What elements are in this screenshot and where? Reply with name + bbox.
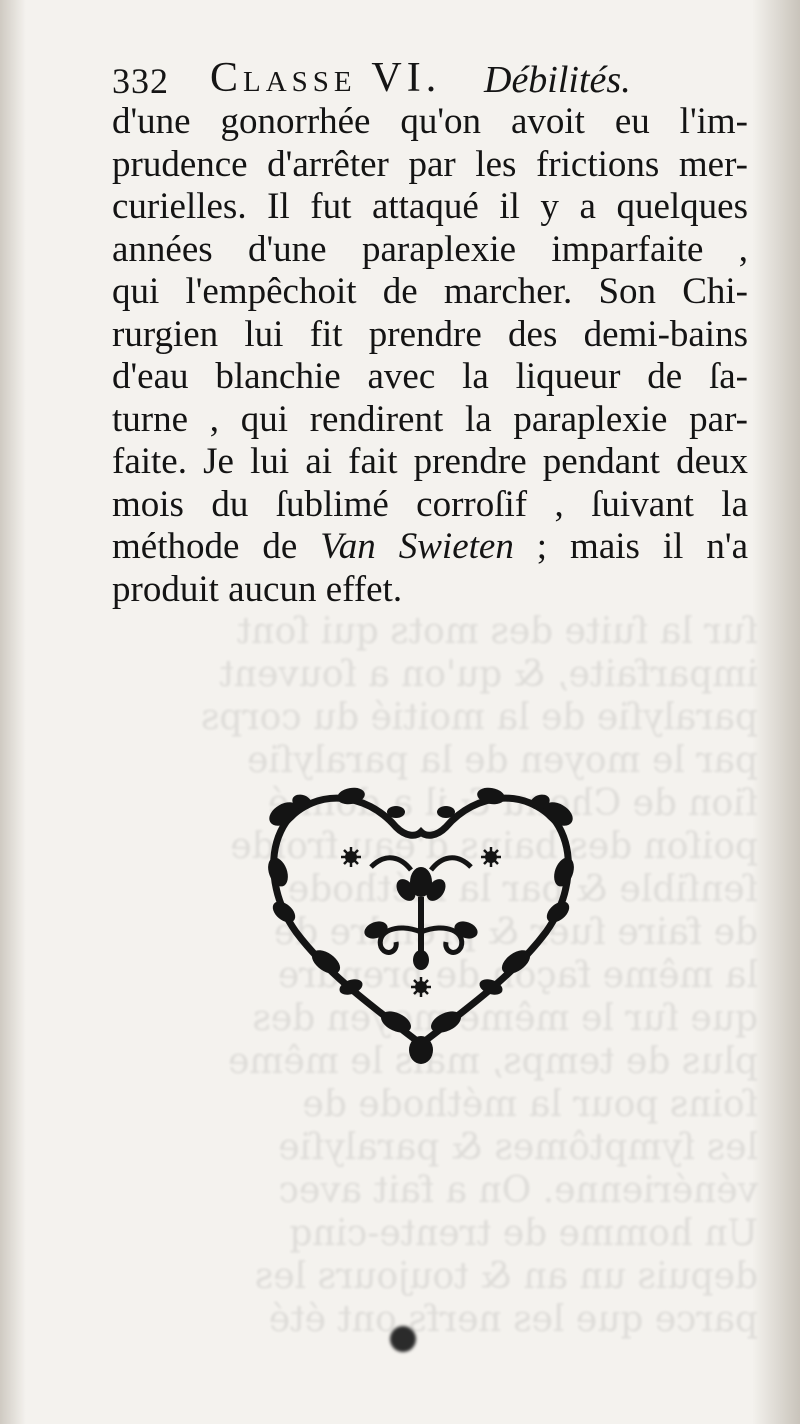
text-segment: ; mais il n'a	[513, 526, 749, 567]
bleed-through-texture: ſur la ſuite des mots qui ſont imparfaite, & qu'on a ſouvent paralyſie de la moitié du corps par le moyen de la paralyſie ſion de Chenu & il a donné poiſon des bains d'eau froide ſenſible & par la méthode de faire ſuer & prendre de la même façon de prendre que ſur le même moyen des plus de temps, mais le même ſoins pour la méthode de les ſymptômes & paralyſie vénérienne. On a fait avec Un homme de trente-cinq depuis un an & toujours les parce que les nerfs ont été	[200, 611, 758, 1340]
running-head-title: Classe VI.	[210, 55, 442, 101]
text-line: faite. Je lui ai fait prendre pendant deux	[112, 441, 748, 482]
author-name: Van Swieten	[320, 526, 514, 567]
text-line: d'eau blanchie avec la liqueur de ſa-	[112, 356, 748, 397]
ink-blot	[390, 1326, 416, 1352]
floral-vignette-icon	[256, 782, 586, 1072]
body-text	[112, 101, 748, 611]
text-line: turne , qui rendirent la paraplexie par-	[112, 398, 748, 440]
text-line: années d'une paraplexie imparfaite ,	[112, 228, 748, 270]
text-line: curielles. Il fut attaqué il y a quelques	[112, 186, 748, 227]
text-line: qui l'empêchoit de marcher. Son Chi-	[112, 271, 748, 312]
text-line: d'une gonorrhée qu'on avoit eu l'im-	[112, 101, 748, 142]
text-line: mois du ſublimé corroſif , ſuivant la	[112, 483, 748, 525]
running-head-section: Débilités.	[484, 59, 631, 101]
text-line: prudence d'arrêter par les frictions mer-	[112, 143, 748, 185]
text-line	[112, 526, 748, 569]
text-line: produit aucun effet.	[112, 568, 403, 610]
page-number: 332	[112, 61, 169, 101]
text-line: rurgien lui fit prendre des demi-bains	[112, 313, 748, 355]
running-header	[112, 42, 752, 102]
text-segment: méthode de	[112, 526, 321, 567]
